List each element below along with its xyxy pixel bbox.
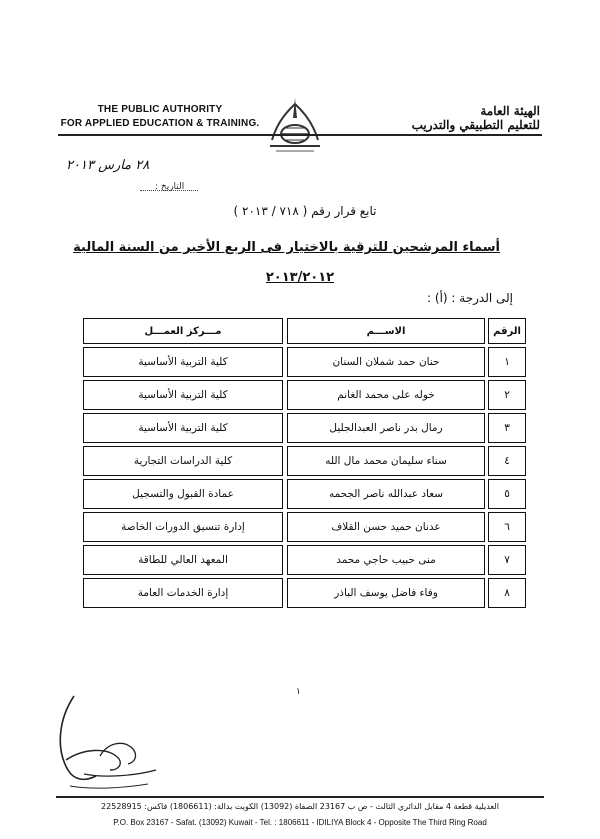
table-row	[76, 512, 526, 542]
row-name: عدنان حميد حسن القلاف	[287, 512, 485, 542]
document-title: أسماء المرشحين للترقية بالاختيار فى الربع الأخير من السنة المالية	[73, 240, 500, 255]
row-work-center: كلية التربية الأساسية	[83, 380, 283, 410]
row-work-center: إدارة الخدمات العامة	[83, 578, 283, 608]
authority-en-line1: THE PUBLIC AUTHORITY	[97, 104, 223, 115]
table-row	[76, 578, 526, 608]
header-rule	[58, 134, 542, 136]
header-name: الاســـم	[287, 318, 485, 344]
row-name: منى حبيب حاجي محمد	[287, 545, 485, 575]
footer-address-arabic: العديلية قطعة 4 مقابل الدائري الثالث - ص ب 23167 الصفاة (13092) الكويت بدالة: (1806611) فاكس: 22528915	[101, 802, 499, 811]
authority-ar-line1: الهيئة العامة	[480, 104, 540, 118]
candidates-table	[76, 318, 526, 609]
table-row	[76, 413, 526, 443]
row-name: وفاء فاضل يوسف الباذر	[287, 578, 485, 608]
row-work-center: كلية التربية الأساسية	[83, 413, 283, 443]
row-number: ٢	[488, 380, 526, 410]
row-number: ٦	[488, 512, 526, 542]
fiscal-year: ٢٠١٣/٢٠١٢	[265, 270, 335, 285]
authority-en-line2: FOR APPLIED EDUCATION & TRAINING.	[60, 118, 260, 129]
date-label: التاريخ :	[155, 182, 185, 192]
row-number: ٥	[488, 479, 526, 509]
table-row	[76, 380, 526, 410]
header-number: الرقم	[488, 318, 526, 344]
page-number: ١	[296, 687, 301, 697]
authority-name-english	[60, 103, 260, 131]
header-work-center: مـــركز العمـــل	[83, 318, 283, 344]
handwritten-date: ٢٨ مارس ٢٠١٣	[66, 158, 150, 173]
row-work-center: عمادة القبول والتسجيل	[83, 479, 283, 509]
decision-number: تابع قرار رقم ( ٧١٨ / ٢٠١٣ )	[233, 204, 377, 218]
row-name: رمال بدر ناصر العبدالجليل	[287, 413, 485, 443]
authority-ar-line2: للتعليم التطبيقي والتدريب	[411, 118, 540, 132]
row-work-center: المعهد العالي للطاقة	[83, 545, 283, 575]
row-name: خوله على محمد الغانم	[287, 380, 485, 410]
row-name: سناء سليمان محمد مال الله	[287, 446, 485, 476]
table-row	[76, 479, 526, 509]
date-dotted-line	[140, 190, 198, 191]
table-header-row	[76, 318, 526, 344]
footer-rule	[56, 796, 544, 798]
authority-logo-icon	[266, 96, 324, 158]
row-number: ٤	[488, 446, 526, 476]
row-number: ١	[488, 347, 526, 377]
authority-name-arabic	[390, 104, 540, 132]
row-number: ٨	[488, 578, 526, 608]
row-number: ٣	[488, 413, 526, 443]
table-row	[76, 545, 526, 575]
row-work-center: كلية التربية الأساسية	[83, 347, 283, 377]
table-row	[76, 446, 526, 476]
footer-address-english: P.O. Box 23167 - Safat. (13092) Kuwait - Tel. : 1806611 - IDILIYA Block 4 - Opposite The Third Ring Road	[113, 818, 487, 827]
row-work-center: كلية الدراسات التجارية	[83, 446, 283, 476]
row-work-center: إدارة تنسيق الدورات الخاصة	[83, 512, 283, 542]
grade-label: إلى الدرجة : (أ) :	[427, 291, 513, 305]
table-row	[76, 347, 526, 377]
row-number: ٧	[488, 545, 526, 575]
row-name: حنان حمد شملان السنان	[287, 347, 485, 377]
signature-icon	[44, 690, 184, 800]
row-name: سعاد عبدالله ناصر الجحمه	[287, 479, 485, 509]
